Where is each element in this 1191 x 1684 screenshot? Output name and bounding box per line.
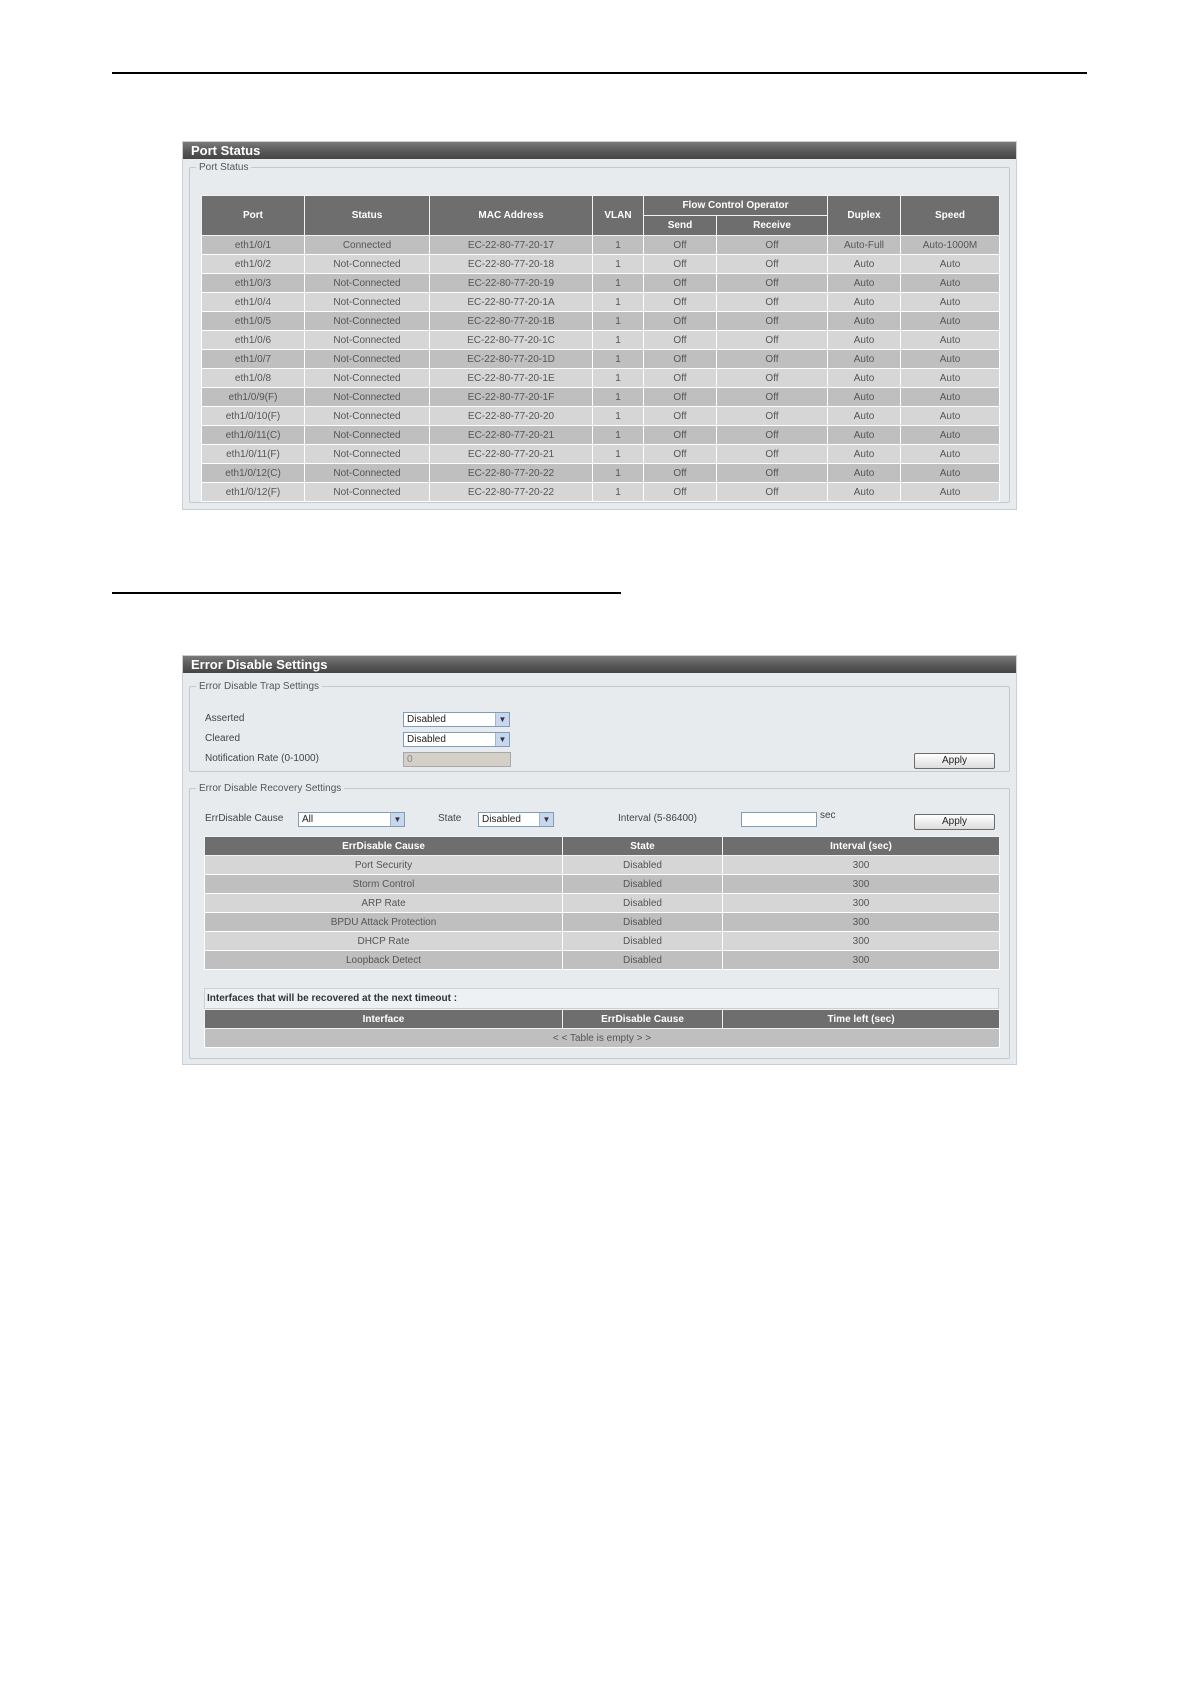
cell-interval: 300: [723, 875, 1000, 894]
cell-duplex: Auto: [828, 464, 901, 483]
cell-receive: Off: [717, 464, 828, 483]
cell-cause: Storm Control: [205, 875, 563, 894]
errdisable-cause-select-value: All: [302, 814, 314, 825]
cell-speed: Auto: [901, 388, 1000, 407]
table-row: [202, 255, 1000, 274]
cell-mac: EC-22-80-77-20-19: [430, 274, 593, 293]
cell-port: eth1/0/12(F): [202, 483, 305, 502]
col-state-header: State: [563, 837, 723, 856]
state-select-value: Disabled: [482, 814, 521, 825]
cell-send: Off: [644, 407, 717, 426]
errdisable-cause-label: ErrDisable Cause: [205, 813, 284, 824]
cell-status: Not-Connected: [305, 483, 430, 502]
cell-duplex: Auto: [828, 369, 901, 388]
cell-status: Not-Connected: [305, 426, 430, 445]
table-row: [202, 293, 1000, 312]
cell-send: Off: [644, 388, 717, 407]
recovery-settings-legend: Error Disable Recovery Settings: [199, 783, 342, 794]
table-row: [202, 388, 1000, 407]
chevron-down-icon[interactable]: ▼: [495, 713, 509, 726]
cleared-select-value: Disabled: [407, 734, 446, 745]
cell-duplex: Auto: [828, 388, 901, 407]
cell-state: Disabled: [563, 856, 723, 875]
cell-speed: Auto: [901, 407, 1000, 426]
col-receive-header: Receive: [717, 216, 828, 236]
cell-interval: 300: [723, 932, 1000, 951]
cell-mac: EC-22-80-77-20-21: [430, 426, 593, 445]
cell-cause: DHCP Rate: [205, 932, 563, 951]
cell-send: Off: [644, 255, 717, 274]
col-interval-header: Interval (sec): [723, 837, 1000, 856]
cell-state: Disabled: [563, 894, 723, 913]
cell-port: eth1/0/9(F): [202, 388, 305, 407]
cell-send: Off: [644, 236, 717, 255]
port-status-title: Port Status: [183, 142, 1016, 159]
cell-duplex: Auto: [828, 483, 901, 502]
cell-send: Off: [644, 331, 717, 350]
cell-duplex: Auto: [828, 445, 901, 464]
cell-receive: Off: [717, 312, 828, 331]
table-row: [202, 236, 1000, 255]
table-row: [205, 875, 1000, 894]
table-row: [202, 407, 1000, 426]
cell-duplex: Auto: [828, 407, 901, 426]
table-row: [202, 445, 1000, 464]
cell-port: eth1/0/11(C): [202, 426, 305, 445]
table-row: [205, 932, 1000, 951]
cell-mac: EC-22-80-77-20-22: [430, 483, 593, 502]
cleared-label: Cleared: [205, 733, 241, 744]
cell-port: eth1/0/2: [202, 255, 305, 274]
cell-mac: EC-22-80-77-20-1B: [430, 312, 593, 331]
cell-speed: Auto-1000M: [901, 236, 1000, 255]
cell-interval: 300: [723, 894, 1000, 913]
table-row: [205, 894, 1000, 913]
chevron-down-icon[interactable]: ▼: [390, 813, 404, 826]
cell-vlan: 1: [593, 293, 644, 312]
cleared-select[interactable]: [403, 732, 510, 747]
col-flow-control-header: Flow Control Operator: [644, 196, 828, 216]
cell-interval: 300: [723, 951, 1000, 970]
cell-mac: EC-22-80-77-20-1A: [430, 293, 593, 312]
cell-send: Off: [644, 274, 717, 293]
cell-status: Not-Connected: [305, 274, 430, 293]
notification-rate-input[interactable]: 0: [403, 752, 511, 767]
cell-receive: Off: [717, 293, 828, 312]
cell-mac: EC-22-80-77-20-21: [430, 445, 593, 464]
chevron-down-icon[interactable]: ▼: [495, 733, 509, 746]
port-status-panel: [182, 141, 1017, 510]
cell-duplex: Auto: [828, 312, 901, 331]
table-row: [202, 312, 1000, 331]
cell-duplex: Auto-Full: [828, 236, 901, 255]
col-interface-header: Interface: [205, 1010, 563, 1029]
table-row: [202, 426, 1000, 445]
cell-mac: EC-22-80-77-20-1C: [430, 331, 593, 350]
cell-interval: 300: [723, 856, 1000, 875]
page-top-rule: [112, 72, 1087, 74]
asserted-select-value: Disabled: [407, 714, 446, 725]
cell-duplex: Auto: [828, 255, 901, 274]
cell-port: eth1/0/10(F): [202, 407, 305, 426]
col-vlan-header: VLAN: [593, 196, 644, 236]
cell-status: Not-Connected: [305, 445, 430, 464]
cell-receive: Off: [717, 236, 828, 255]
cell-port: eth1/0/3: [202, 274, 305, 293]
cell-speed: Auto: [901, 426, 1000, 445]
cell-status: Not-Connected: [305, 255, 430, 274]
cell-port: eth1/0/1: [202, 236, 305, 255]
cell-state: Disabled: [563, 913, 723, 932]
port-status-table: [201, 195, 1000, 502]
table-row: [202, 483, 1000, 502]
table-row: [202, 350, 1000, 369]
col-port-header: Port: [202, 196, 305, 236]
cell-receive: Off: [717, 255, 828, 274]
cell-receive: Off: [717, 274, 828, 293]
cell-port: eth1/0/7: [202, 350, 305, 369]
cell-speed: Auto: [901, 331, 1000, 350]
cell-send: Off: [644, 312, 717, 331]
asserted-label: Asserted: [205, 713, 245, 724]
cell-speed: Auto: [901, 274, 1000, 293]
cell-vlan: 1: [593, 407, 644, 426]
cell-duplex: Auto: [828, 426, 901, 445]
table-row: [202, 464, 1000, 483]
section-rule: [112, 592, 621, 594]
cell-vlan: 1: [593, 255, 644, 274]
interval-label: Interval (5-86400): [618, 813, 697, 824]
cell-vlan: 1: [593, 236, 644, 255]
col-duplex-header: Duplex: [828, 196, 901, 236]
cell-status: Not-Connected: [305, 407, 430, 426]
cell-vlan: 1: [593, 369, 644, 388]
cell-status: Not-Connected: [305, 388, 430, 407]
cell-speed: Auto: [901, 312, 1000, 331]
cell-duplex: Auto: [828, 350, 901, 369]
cell-interval: 300: [723, 913, 1000, 932]
cell-send: Off: [644, 350, 717, 369]
port-status-group-label: Port Status: [199, 162, 249, 173]
cell-status: Not-Connected: [305, 350, 430, 369]
cell-status: Not-Connected: [305, 369, 430, 388]
table-row: [205, 951, 1000, 970]
cell-mac: EC-22-80-77-20-1F: [430, 388, 593, 407]
cell-mac: EC-22-80-77-20-1E: [430, 369, 593, 388]
cell-status: Not-Connected: [305, 293, 430, 312]
cell-mac: EC-22-80-77-20-20: [430, 407, 593, 426]
cell-receive: Off: [717, 483, 828, 502]
error-disable-panel: [182, 655, 1017, 1065]
error-disable-title: Error Disable Settings: [183, 656, 1016, 673]
cell-receive: Off: [717, 331, 828, 350]
cell-vlan: 1: [593, 331, 644, 350]
cell-status: Not-Connected: [305, 312, 430, 331]
col-send-header: Send: [644, 216, 717, 236]
cell-speed: Auto: [901, 293, 1000, 312]
table-row: [202, 331, 1000, 350]
cell-duplex: Auto: [828, 293, 901, 312]
state-select[interactable]: [478, 812, 554, 827]
cell-send: Off: [644, 369, 717, 388]
cell-port: eth1/0/11(F): [202, 445, 305, 464]
cell-send: Off: [644, 445, 717, 464]
col-status-header: Status: [305, 196, 430, 236]
col-speed-header: Speed: [901, 196, 1000, 236]
cell-port: eth1/0/5: [202, 312, 305, 331]
empty-table-message: < < Table is empty > >: [205, 1029, 1000, 1048]
table-row: [202, 369, 1000, 388]
cell-status: Connected: [305, 236, 430, 255]
cell-receive: Off: [717, 388, 828, 407]
cell-receive: Off: [717, 369, 828, 388]
table-row: [205, 856, 1000, 875]
notification-rate-label: Notification Rate (0-1000): [205, 753, 319, 764]
cell-cause: Port Security: [205, 856, 563, 875]
recovery-timeout-table: [204, 1009, 1000, 1048]
cell-receive: Off: [717, 445, 828, 464]
cell-speed: Auto: [901, 464, 1000, 483]
cell-speed: Auto: [901, 350, 1000, 369]
cell-mac: EC-22-80-77-20-1D: [430, 350, 593, 369]
asserted-select[interactable]: [403, 712, 510, 727]
cell-cause: ARP Rate: [205, 894, 563, 913]
cell-send: Off: [644, 293, 717, 312]
cell-speed: Auto: [901, 255, 1000, 274]
cell-status: Not-Connected: [305, 331, 430, 350]
col-cause-header: ErrDisable Cause: [205, 837, 563, 856]
cell-state: Disabled: [563, 951, 723, 970]
cell-send: Off: [644, 426, 717, 445]
cell-mac: EC-22-80-77-20-22: [430, 464, 593, 483]
cell-vlan: 1: [593, 426, 644, 445]
cell-duplex: Auto: [828, 331, 901, 350]
state-label: State: [438, 813, 462, 824]
cell-state: Disabled: [563, 932, 723, 951]
cell-port: eth1/0/4: [202, 293, 305, 312]
cell-vlan: 1: [593, 312, 644, 331]
cell-duplex: Auto: [828, 274, 901, 293]
cell-vlan: 1: [593, 388, 644, 407]
col-mac-header: MAC Address: [430, 196, 593, 236]
errdisable-cause-table: [204, 836, 1000, 970]
cell-speed: Auto: [901, 483, 1000, 502]
cell-port: eth1/0/12(C): [202, 464, 305, 483]
cell-vlan: 1: [593, 483, 644, 502]
recovery-apply-button[interactable]: Apply: [914, 814, 995, 830]
cell-send: Off: [644, 464, 717, 483]
cell-receive: Off: [717, 350, 828, 369]
cell-mac: EC-22-80-77-20-17: [430, 236, 593, 255]
cell-state: Disabled: [563, 875, 723, 894]
cell-vlan: 1: [593, 350, 644, 369]
chevron-down-icon[interactable]: ▼: [539, 813, 553, 826]
errdisable-cause-select[interactable]: [298, 812, 405, 827]
cell-mac: EC-22-80-77-20-18: [430, 255, 593, 274]
table-row: [202, 274, 1000, 293]
cell-receive: Off: [717, 407, 828, 426]
trap-settings-legend: Error Disable Trap Settings: [199, 681, 320, 692]
col-time-left-header: Time left (sec): [723, 1010, 1000, 1029]
cell-send: Off: [644, 483, 717, 502]
cell-port: eth1/0/6: [202, 331, 305, 350]
cell-vlan: 1: [593, 445, 644, 464]
col-timeout-cause-header: ErrDisable Cause: [563, 1010, 723, 1029]
timeout-caption: Interfaces that will be recovered at the next timeout :: [204, 988, 999, 1009]
table-row: [205, 913, 1000, 932]
cell-receive: Off: [717, 426, 828, 445]
interval-unit: sec: [820, 810, 836, 821]
trap-apply-button[interactable]: Apply: [914, 753, 995, 769]
interval-input[interactable]: [741, 812, 817, 827]
cell-cause: BPDU Attack Protection: [205, 913, 563, 932]
cell-cause: Loopback Detect: [205, 951, 563, 970]
cell-speed: Auto: [901, 369, 1000, 388]
cell-vlan: 1: [593, 464, 644, 483]
cell-vlan: 1: [593, 274, 644, 293]
cell-speed: Auto: [901, 445, 1000, 464]
cell-status: Not-Connected: [305, 464, 430, 483]
cell-port: eth1/0/8: [202, 369, 305, 388]
